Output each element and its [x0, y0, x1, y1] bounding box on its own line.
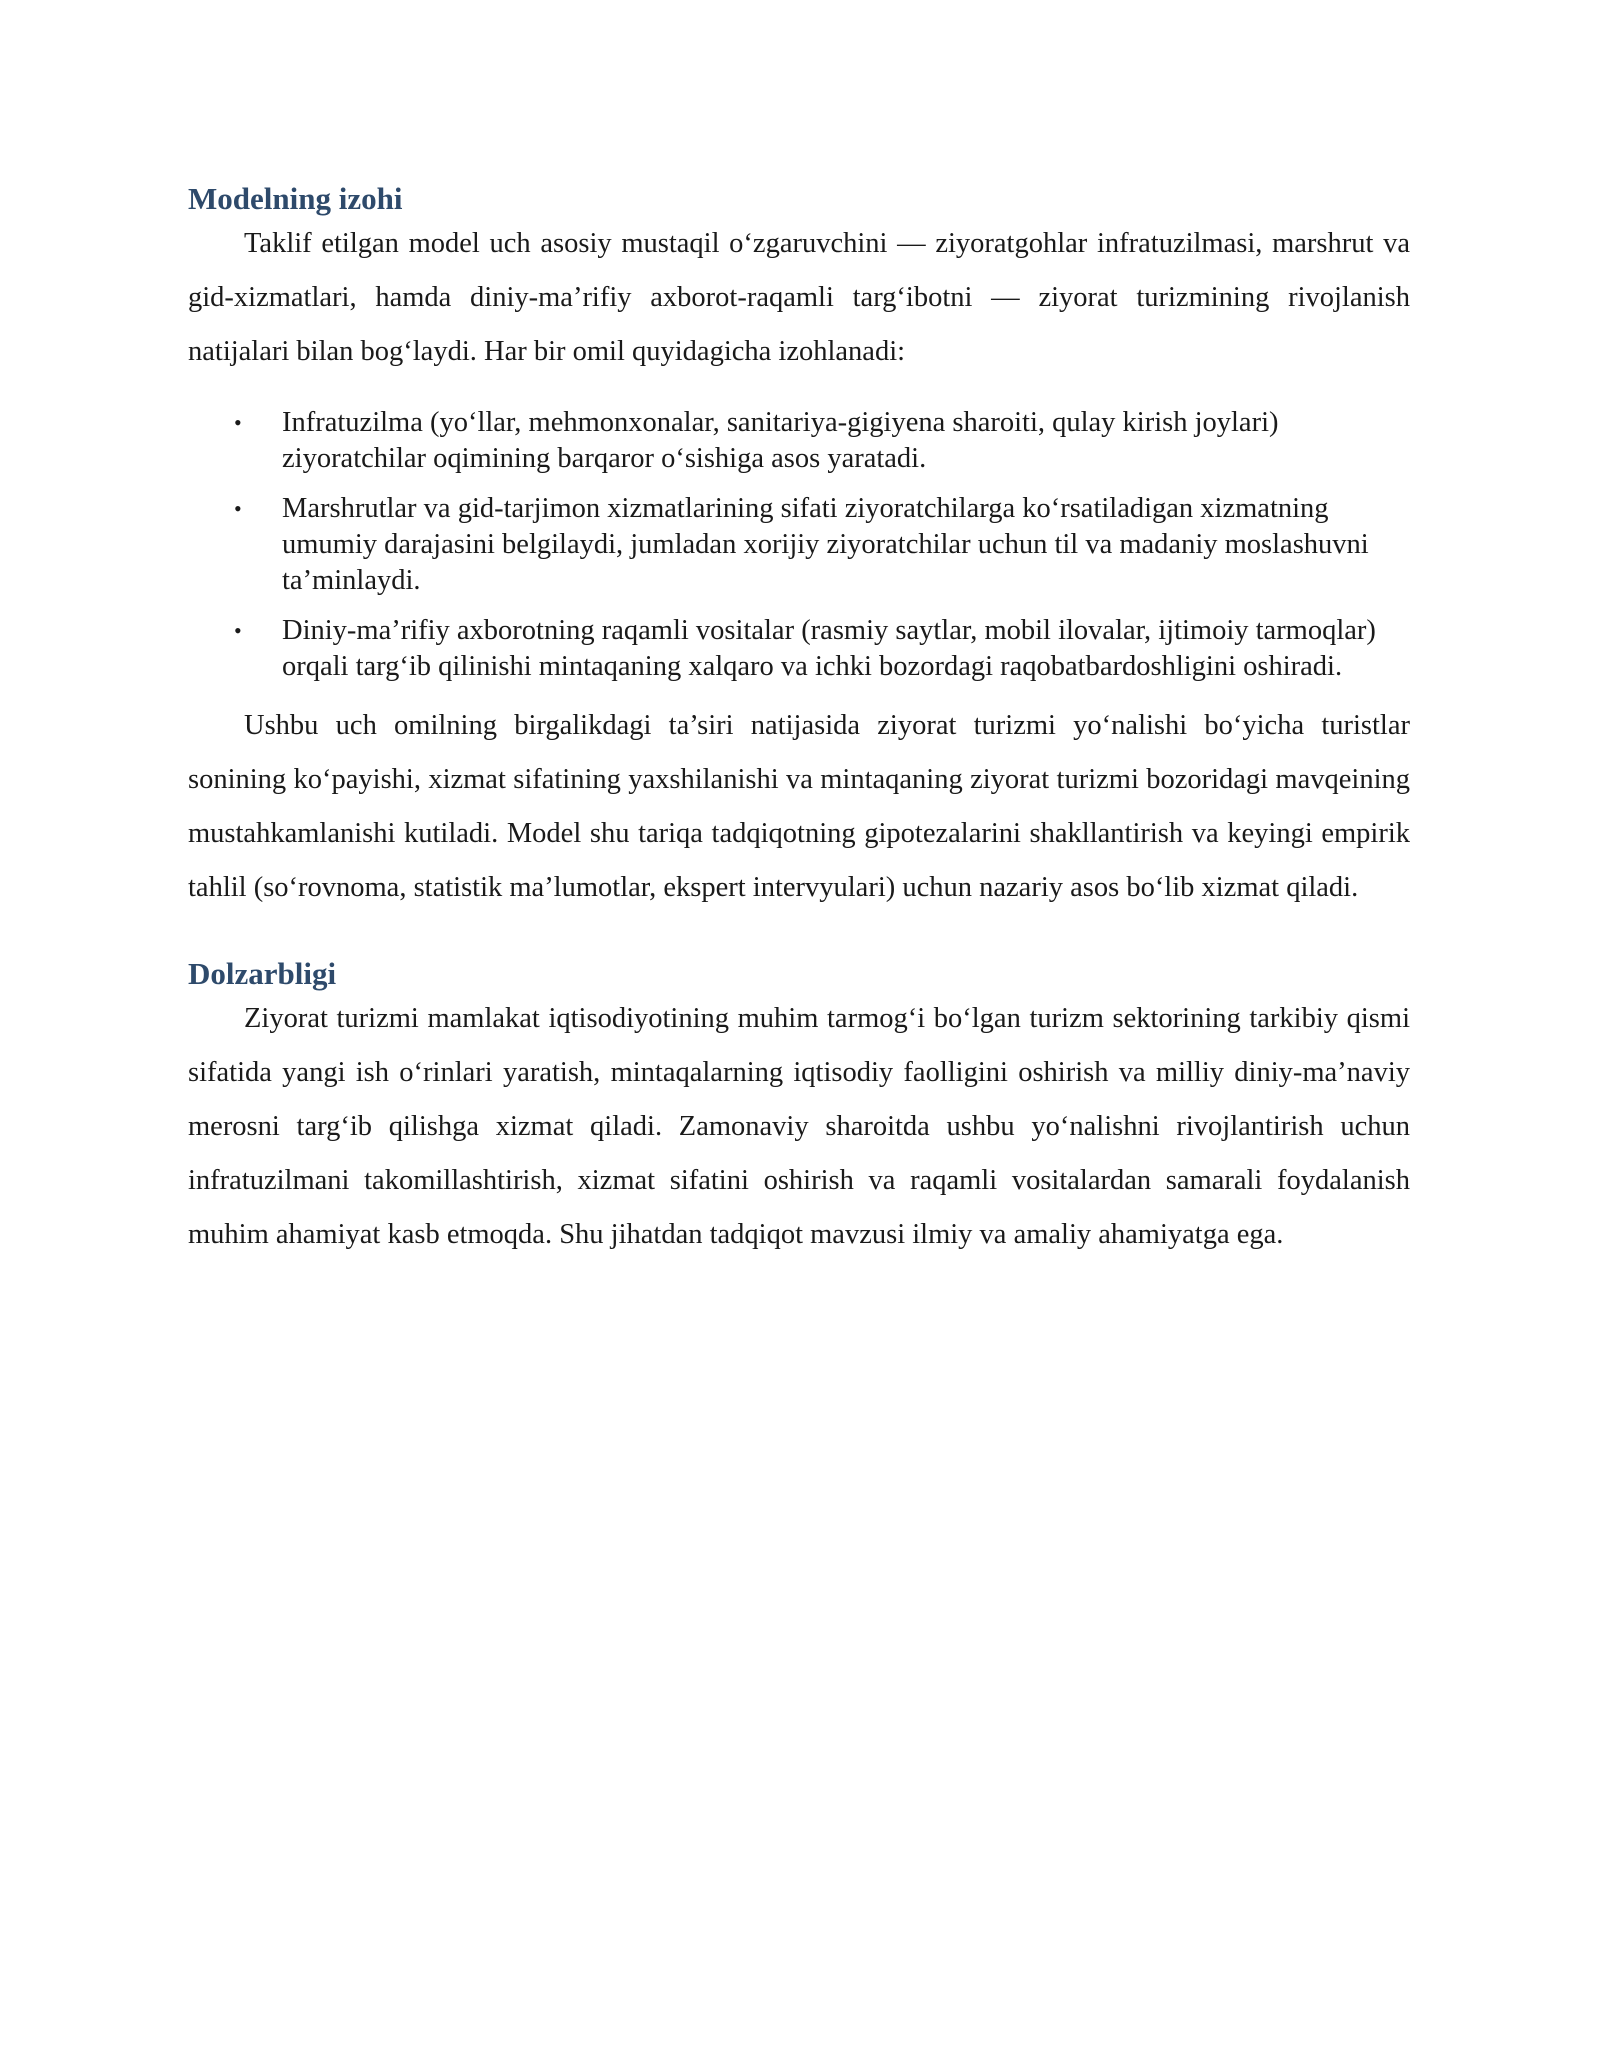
list-item-text: Marshrutlar va gid-tarjimon xizmatlarining sifati ziyoratchilarga ko‘rsatiladigan xizmatning umumiy darajasini belgilaydi, jumladan xorijiy ziyoratchilar uchun til va madaniy moslashuvni ta’minlaydi.	[282, 493, 1369, 597]
section-heading: Dolzarbligi	[188, 956, 337, 992]
bullet-icon: •	[234, 618, 242, 644]
section-relevance	[188, 955, 1410, 1262]
bullet-icon: •	[234, 496, 242, 522]
list-item-text: Infratuzilma (yo‘llar, mehmonxonalar, sanitariya-gigiyena sharoiti, qulay kirish joylari) ziyoratchilar oqimining barqaror o‘sishiga asos yaratadi.	[282, 407, 1279, 475]
intro-paragraph: Taklif etilgan model uch asosiy mustaqil o‘zgaruvchini — ziyoratgohlar infratuzilmasi, marshrut va gid-xizmatlari, hamda diniy-ma’rifiy axborot-raqamli targ‘ibotni — ziyorat turizmining rivojlanish natijalari bilan bog‘laydi. Har bir omil quyidagicha izohlanadi:	[188, 228, 1410, 368]
conclusion-paragraph: Ushbu uch omilning birgalikdagi ta’siri natijasida ziyorat turizmi yo‘nalishi bo‘yicha turistlar sonining ko‘payishi, xizmat sifatining yaxshilanishi va mintaqaning ziyorat turizmi bozoridagi mavqeining mustahkamlanishi kutiladi. Model shu tariqa tadqiqotning gipotezalarini shakllantirish va keyingi empirik tahlil (so‘rovnoma, statistik ma’lumotlar, ekspert intervyulari) uchun nazariy asos bo‘lib xizmat qiladi.	[188, 710, 1410, 904]
list-item-text: Diniy-ma’rifiy axborotning raqamli vositalar (rasmiy saytlar, mobil ilovalar, ijtimoiy tarmoqlar) orqali targ‘ib qilinishi mintaqaning xalqaro va ichki bozordagi raqobatbardoshligini oshiradi.	[282, 615, 1376, 683]
section-model-explanation	[188, 180, 1410, 915]
factor-list	[188, 405, 1410, 685]
list-item	[234, 613, 1410, 685]
list-item	[234, 405, 1410, 477]
list-item	[234, 491, 1410, 599]
bullet-icon: •	[234, 410, 242, 436]
section-heading: Modelning izohi	[188, 181, 403, 216]
relevance-paragraph: Ziyorat turizmi mamlakat iqtisodiyotining muhim tarmog‘i bo‘lgan turizm sektorining tarkibiy qismi sifatida yangi ish o‘rinlari yaratish, mintaqalarning iqtisodiy faolligini oshirish va milliy diniy-ma’naviy merosni targ‘ib qilishga xizmat qiladi. Zamonaviy sharoitda ushbu yo‘nalishni rivojlantirish uchun infratuzilmani takomillashtirish, xizmat sifatini oshirish va raqamli vositalardan samarali foydalanish muhim ahamiyat kasb etmoqda. Shu jihatdan tadqiqot mavzusi ilmiy va amaliy ahamiyatga ega.	[188, 1003, 1410, 1251]
document-page	[188, 180, 1410, 1262]
